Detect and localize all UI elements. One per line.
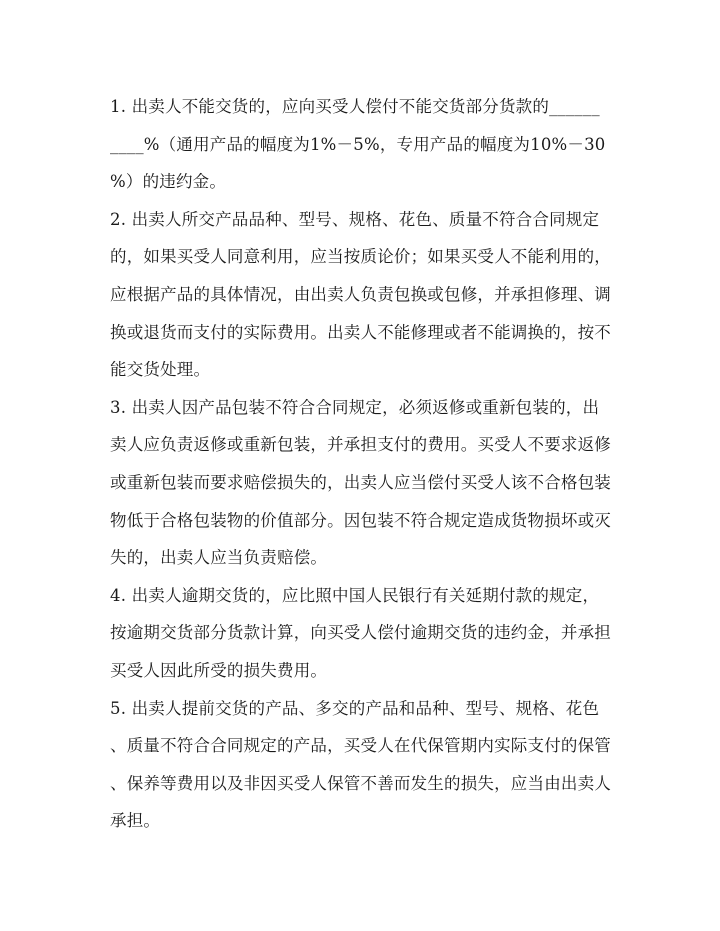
text-line: 卖人应负责返修或重新包装，并承担支付的费用。买受人不要求返修 xyxy=(110,435,611,455)
text-line: 买受人因此所受的损失费用。 xyxy=(110,660,328,680)
text-line: 承担。 xyxy=(110,811,161,831)
text-line: 、质量不符合合同规定的产品，买受人在代保管期内实际支付的保管 xyxy=(110,736,611,756)
text-line: 物低于合格包装物的价值部分。因包装不符合规定造成货物损坏或灭 xyxy=(110,510,611,530)
text-line: 或重新包装而要求赔偿损失的，出卖人应当偿付买受人该不合格包装 xyxy=(110,472,611,492)
text-line: 的，如果买受人同意利用，应当按质论价；如果买受人不能利用的， xyxy=(110,247,611,267)
text-line: 、保养等费用以及非因买受人保管不善而发生的损失，应当由出卖人 xyxy=(110,773,611,793)
text-line: 换或退货而支付的实际费用。出卖人不能修理或者不能调换的，按不 xyxy=(110,322,611,342)
document-body xyxy=(110,88,610,840)
text-line: ____%（通用产品的幅度为1%－5%，专用产品的幅度为10%－30 xyxy=(110,134,606,154)
text-line: 3. 出卖人因产品包装不符合合同规定，必须返修或重新包装的，出 xyxy=(110,397,600,417)
text-line: 应根据产品的具体情况，由出卖人负责包换或包修，并承担修理、调 xyxy=(110,284,611,304)
text-line: 能交货处理。 xyxy=(110,360,211,380)
text-line: 1. 出卖人不能交货的，应向买受人偿付不能交货部分货款的______ xyxy=(110,97,600,116)
text-line: 2. 出卖人所交产品品种、型号、规格、花色、质量不符合合同规定 xyxy=(110,209,600,229)
text-line: %）的违约金。 xyxy=(110,172,227,192)
text-line: 4. 出卖人逾期交货的，应比照中国人民银行有关延期付款的规定， xyxy=(110,585,600,605)
text-line: 失的，出卖人应当负责赔偿。 xyxy=(110,548,328,568)
text-line: 按逾期交货部分货款计算，向买受人偿付逾期交货的违约金，并承担 xyxy=(110,623,611,643)
text-line: 5. 出卖人提前交货的产品、多交的产品和品种、型号、规格、花色 xyxy=(110,698,600,718)
